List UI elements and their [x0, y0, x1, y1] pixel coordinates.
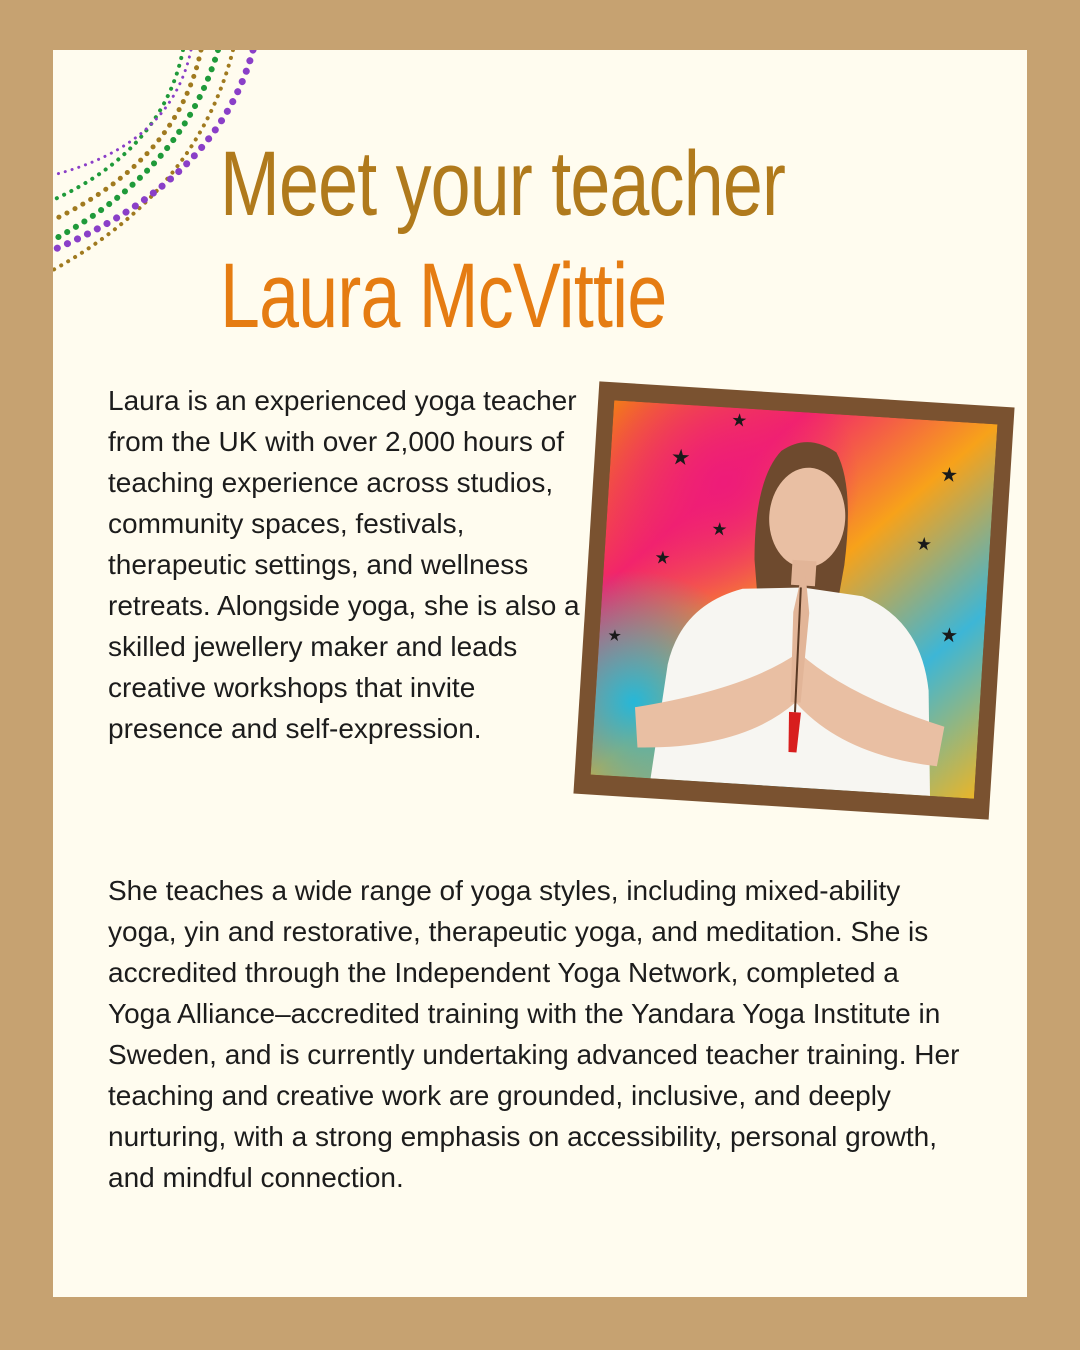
svg-text:★: ★ — [915, 533, 933, 556]
page-title — [220, 128, 785, 352]
title-line-1: Meet your teacher — [220, 133, 786, 235]
svg-text:★: ★ — [710, 518, 729, 541]
svg-text:★: ★ — [939, 622, 959, 648]
bio-paragraph-2: She teaches a wide range of yoga styles, including mixed-ability yoga, yin and restorative, therapeutic yoga, and meditation. She is accredited through the Independent Yoga Network, completed a Yoga Alliance–accredited training with the Yandara Yoga Institute in Sweden, and is currently undertaking advanced teacher training. Her teaching and creative work are grounded, inclusive, and deeply nurturing, with a strong emphasis on accessibility, personal growth, and mindful connection. — [108, 875, 960, 1193]
teacher-portrait-icon — [591, 400, 998, 798]
svg-text:★: ★ — [730, 409, 748, 432]
teacher-name: Laura McVittie — [220, 245, 667, 347]
svg-text:★: ★ — [653, 547, 672, 570]
bio-paragraph-1: Laura is an experienced yoga teacher from the UK with over 2,000 hours of teaching experience across studios, community spaces, festivals, therapeutic settings, and wellness retreats. Alongside yoga, she is also a skilled jewellery maker and leads creative workshops that invite presence and self-expression. — [108, 385, 580, 744]
svg-text:★: ★ — [606, 625, 623, 646]
svg-text:★: ★ — [669, 445, 692, 472]
photo-frame — [573, 381, 1014, 819]
card — [53, 50, 1027, 1297]
svg-text:★: ★ — [939, 461, 959, 488]
